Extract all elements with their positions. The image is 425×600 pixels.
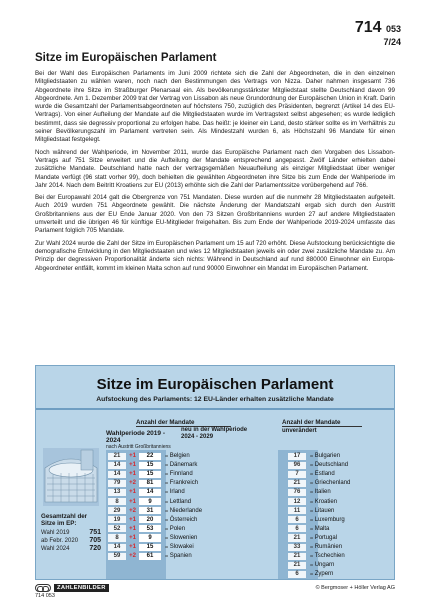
unchanged-header: unverändert [282, 428, 317, 434]
seat-increase: +1 [129, 534, 136, 541]
total-value: 720 [89, 545, 101, 552]
seats-unchanged: 21 [288, 534, 306, 541]
period-2019-header [106, 430, 176, 451]
country-name: ••• Polen [165, 526, 185, 532]
body-text [35, 70, 395, 277]
country-row [288, 525, 329, 533]
title-divider [36, 408, 394, 410]
country-name: ••• Italien [310, 489, 331, 495]
infographic-title: Sitze im Europäischen Parlament [96, 376, 334, 393]
seats-2024: 9 [139, 534, 161, 541]
country-row [288, 570, 333, 578]
paragraph-2: Noch während der Wahlperiode, im November 2011, wurde das Europäische Parlament nach den Vorgaben des Lissabon-Vertrags auf 751 Sitze erweitert und die Aufteilung der Mandate entsprechend angepasst. Zwölf Länder erhielten dabei zusätzliche Mandate. Deutschland hatte nach der vertragsgemäßen Neuaufteilung als einziger Mitgliedstaat über weniger Mandate verfügt (96 statt vorher 99), doch behielten die gewählten Abgeordneten ihre Sitze bis zum Ende der Wahlperiode im Jahr 2014. Nach dem Beitritt Kroatiens zur EU (2013) erhöhte sich die Zahl der Parlamentssitze vorübergehend auf 766. [35, 148, 395, 189]
seats-2024: 9 [139, 498, 161, 505]
total-row [41, 545, 101, 553]
seats-2024: 53 [139, 525, 161, 532]
country-row [288, 516, 345, 524]
total-value: 705 [89, 537, 101, 544]
document-number [355, 20, 401, 47]
seats-2019: 14 [108, 544, 126, 551]
seats-2019: 52 [108, 525, 126, 532]
zahlenbilder-logo-icon [35, 584, 51, 592]
page-title: Sitze im Europäischen Parlament [35, 52, 217, 64]
seats-2019: 13 [108, 489, 126, 496]
seats-unchanged: 12 [288, 498, 306, 505]
paragraph-1: Bei der Wahl des Europäischen Parlaments im Juni 2009 richtete sich die Zahl der Abgeordneten, die in den einzelnen Mitgliedstaaten zu wählen waren, noch nach den Bestimmungen des Vertrags von Nizza. Daher nahmen insgesamt 736 Abgeordnete ihre Sitze im Straßburger Plenarsaal ein. Als bevölkerungsstärkster Mitgliedstaat stellte Deutschland davon 99 Abgeordnete. Am 1. Dezember 2009 trat der Vertrag von Lissabon als neue Grundordnung der Europäischen Union in Kraft. Darin wurde die Gesamtzahl der Parlamentsabgeordneten auf höchstens 750, zuzüglich des Präsidenten, begrenzt (Artikel 14 des EU-Vertrags). Von einer Aufteilung der Mandate auf die Mitgliedstaaten wurde im Vertragstext selbst abgesehen; es wurde lediglich bestimmt, dass sie degressiv proportional zu erfolgen habe. Das heißt: je kleiner ein Land, desto stärker sollte es im Verhältnis zu seiner Bevölkerungszahl im Parlament vertreten sein. Als Mindestzahl wurden 6, als Höchstzahl 96 Mandate für einen Mitgliedstaat festgelegt. [35, 70, 395, 144]
country-row [108, 461, 197, 469]
seats-unchanged: 11 [288, 507, 306, 514]
seats-unchanged: 96 [288, 462, 306, 469]
country-row [288, 470, 335, 478]
total-label: ab Febr. 2020 [41, 538, 79, 544]
seats-2024: 15 [139, 471, 161, 478]
country-row [108, 488, 185, 496]
total-label: Wahl 2019 [41, 530, 70, 536]
seats-unchanged: 6 [288, 525, 306, 532]
country-row [288, 552, 345, 560]
seats-unchanged: 33 [288, 544, 306, 551]
country-name: ••• Zypern [310, 571, 333, 577]
country-name: ••• Deutschland [310, 462, 348, 468]
seats-2019: 79 [108, 480, 126, 487]
country-name: ••• Malta [310, 526, 329, 532]
total-row [41, 529, 101, 537]
seat-increase: +1 [129, 516, 136, 523]
seats-unchanged: 6 [288, 571, 306, 578]
seat-increase: +1 [129, 489, 136, 496]
country-row [288, 452, 340, 460]
country-name: ••• Tschechien [310, 553, 345, 559]
country-name: ••• Finnland [165, 471, 193, 477]
total-row [41, 537, 101, 545]
total-seats-title: Gesamtzahl der Sitze im EP: [41, 513, 88, 527]
country-name: ••• Rumänien [310, 544, 342, 550]
country-row [108, 498, 191, 506]
country-row [288, 534, 337, 542]
seats-unchanged: 21 [288, 553, 306, 560]
seat-increase: +1 [129, 525, 136, 532]
copyright: © Bergmoser + Höller Verlag AG [315, 585, 395, 591]
period-2019-label: Wahlperiode 2019 - 2024 [106, 430, 165, 444]
country-row [108, 525, 185, 533]
country-row [288, 543, 342, 551]
document-number-suffix: 053 [385, 24, 401, 34]
country-name: ••• Portugal [310, 535, 337, 541]
seats-unchanged: 21 [288, 480, 306, 487]
seat-increase: +1 [129, 462, 136, 469]
total-value: 751 [89, 529, 101, 536]
country-name: ••• Luxemburg [310, 517, 345, 523]
seats-2024: 15 [139, 544, 161, 551]
seats-2019: 14 [108, 471, 126, 478]
country-name: ••• Litauen [310, 508, 334, 514]
country-row [108, 507, 202, 515]
country-name: ••• Niederlande [165, 508, 202, 514]
country-row [108, 534, 197, 542]
country-name: ••• Ungarn [310, 562, 334, 568]
country-row [108, 452, 190, 460]
seats-unchanged: 6 [288, 516, 306, 523]
seats-2019: 59 [108, 553, 126, 560]
seat-increase: +1 [129, 498, 136, 505]
country-row [288, 461, 348, 469]
seats-2019: 14 [108, 462, 126, 469]
seat-increase: +2 [129, 480, 136, 487]
country-row [108, 543, 194, 551]
period-2024-header: neu in der Wahlperiode 2024 - 2029 [181, 427, 248, 440]
seats-2019: 19 [108, 516, 126, 523]
country-name: ••• Belgien [165, 453, 190, 459]
country-row [108, 516, 197, 524]
seats-unchanged: 17 [288, 453, 306, 460]
seats-2024: 81 [139, 480, 161, 487]
brand-label: ZAHLENBILDER [54, 584, 109, 592]
country-row [108, 552, 192, 560]
seats-2024: 14 [139, 489, 161, 496]
country-name: ••• Slowenien [165, 535, 197, 541]
seat-increase: +1 [129, 453, 136, 460]
country-row [288, 507, 334, 515]
country-name: ••• Estland [310, 471, 335, 477]
seats-2024: 61 [139, 553, 161, 560]
seat-increase: +1 [129, 471, 136, 478]
document-issue: 7/24 [383, 37, 401, 47]
country-name: ••• Dänemark [165, 462, 197, 468]
mandate-count-header-right: Anzahl der Mandate [282, 419, 362, 427]
seats-unchanged: 21 [288, 562, 306, 569]
country-name: ••• Slowakei [165, 544, 194, 550]
seat-increase: +1 [129, 544, 136, 551]
country-row [288, 479, 350, 487]
document-number-main: 714 [354, 19, 382, 36]
country-name: ••• Griechenland [310, 480, 350, 486]
footer-number: 714 053 [35, 593, 55, 599]
country-name: ••• Bulgarien [310, 453, 340, 459]
seats-unchanged: 7 [288, 471, 306, 478]
country-row [108, 479, 198, 487]
country-row [288, 498, 337, 506]
infographic-subtitle: Aufstockung des Parlaments: 12 EU-Länder erhalten zusätzliche Mandate [96, 396, 334, 403]
country-row [108, 470, 193, 478]
seats-unchanged: 76 [288, 489, 306, 496]
country-name: ••• Österreich [165, 517, 197, 523]
country-name: ••• Frankreich [165, 480, 198, 486]
period-2019-note: nach Austritt Großbritanniens [106, 444, 171, 450]
parliament-building-icon [41, 438, 101, 508]
country-row [288, 488, 331, 496]
country-row [288, 561, 334, 569]
seats-2019: 8 [108, 534, 126, 541]
total-seats-box [41, 513, 101, 553]
total-label: Wahl 2024 [41, 546, 70, 552]
mandate-count-header-left: Anzahl der Mandate [136, 419, 231, 427]
seat-increase: +2 [129, 507, 136, 514]
country-name: ••• Kroatien [310, 499, 337, 505]
seats-2019: 8 [108, 498, 126, 505]
infographic [35, 365, 395, 580]
seats-2019: 21 [108, 453, 126, 460]
seats-2019: 29 [108, 507, 126, 514]
seat-increase: +2 [129, 553, 136, 560]
seats-2024: 15 [139, 462, 161, 469]
seats-2024: 20 [139, 516, 161, 523]
footer [35, 582, 395, 594]
paragraph-4: Zur Wahl 2024 wurde die Zahl der Sitze im Europäischen Parlament um 15 auf 720 erhöht. Diese Aufstockung berücksichtigte die demografische Entwicklung in den Mitgliedstaaten und wies 12 Mitgliedstaaten jeweils ein oder zwei zusätzliche Mandate zu. Am Prinzip der degressiven Proportionalität änderte sich nichts: Während in Deutschland auf rund 880000 Einwohner ein Europa-Abgeordneter entfällt, kommt im kleinen Malta schon auf rund 90000 Einwohner ein Mandat im Europäischen Parlament. [35, 239, 395, 272]
country-name: ••• Lettland [165, 499, 191, 505]
paragraph-3: Bei der Europawahl 2014 galt die Obergrenze von 751 Mandaten. Diese wurden auf die nunmehr 28 Mitgliedstaaten aufgeteilt. Auch 2019 wurden 751 Abgeordnete gewählt. Die nächste Änderung der Mandatszahl ergab sich durch den Austritt Großbritanniens aus der EU Ende Januar 2020. Von den 73 Sitzen Großbritanniens wurden 27 auf andere Mitgliedstaaten umverteilt und die übrigen 46 für künftige EU-Mitglieder freigehalten. Bis zum Ende der Wahlperiode 2019-2024 umfasste das Parlament folglich 705 Mandate. [35, 194, 395, 235]
seats-2024: 31 [139, 507, 161, 514]
zahlenbilder-brand [35, 584, 109, 592]
country-name: ••• Irland [165, 489, 185, 495]
seats-2024: 22 [139, 453, 161, 460]
country-name: ••• Spanien [165, 553, 192, 559]
